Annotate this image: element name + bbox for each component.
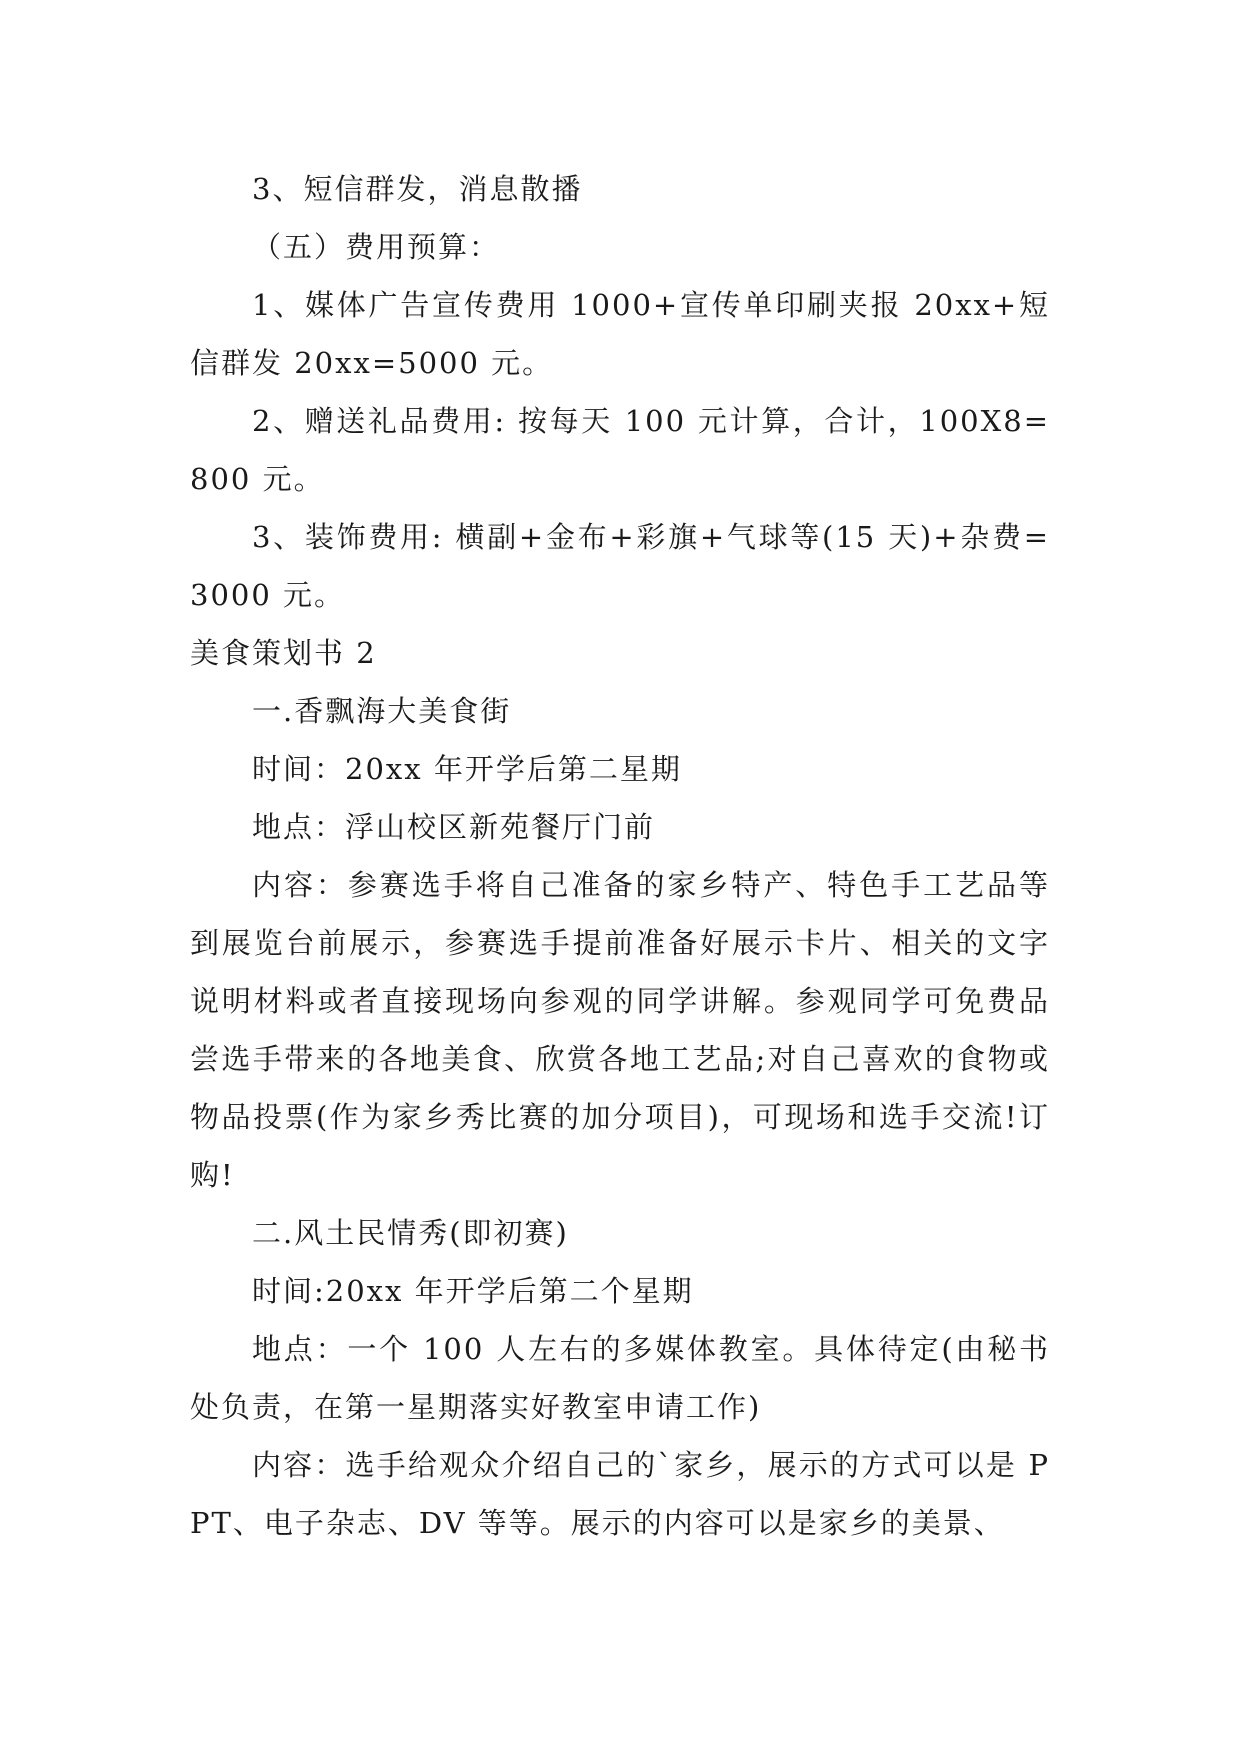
paragraph-folk-show-heading: 二.风土民情秀(即初赛) <box>252 1216 569 1250</box>
paragraph-folk-show-content: 内容：选手给观众介绍自己的`家乡，展示的方式可以是 PPT、电子杂志、DV 等等。展示的内容可以是家乡的美景、 <box>190 1448 1050 1540</box>
paragraph-gift-cost: 2、赠送礼品费用: 按每天 100 元计算，合计，100X8=800 元。 <box>190 404 1050 496</box>
paragraph-media-cost: 1、媒体广告宣传费用 1000+宣传单印刷夹报 20xx+短信群发 20xx=5000 元。 <box>190 288 1050 380</box>
section-title: 美食策划书 2 <box>190 636 377 670</box>
paragraph-budget-heading: （五）费用预算： <box>252 230 501 264</box>
paragraph-food-street-heading: 一.香飘海大美食街 <box>252 694 512 728</box>
paragraph-food-street-content: 内容：参赛选手将自己准备的家乡特产、特色手工艺品等到展览台前展示，参赛选手提前准备好展示卡片、相关的文字说明材料或者直接现场向参观的同学讲解。参观同学可免费品尝选手带来的各地美食、欣赏各地工艺品;对自己喜欢的食物或物品投票(作为家乡秀比赛的加分项目)，可现场和选手交流!订购! <box>190 868 1050 1192</box>
paragraph-folk-show-location: 地点：一个 100 人左右的多媒体教室。具体待定(由秘书处负责，在第一星期落实好教室申请工作) <box>190 1332 1050 1424</box>
paragraph-sms-broadcast: 3、短信群发，消息散播 <box>252 172 583 206</box>
paragraph-food-street-time: 时间：20xx 年开学后第二星期 <box>252 752 682 786</box>
paragraph-decoration-cost: 3、装饰费用: 横副+金布+彩旗+气球等(15 天)+杂费=3000 元。 <box>190 520 1050 612</box>
paragraph-food-street-location: 地点：浮山校区新苑餐厅门前 <box>252 810 656 844</box>
document-body <box>190 160 1050 1552</box>
paragraph-folk-show-time: 时间:20xx 年开学后第二个星期 <box>252 1274 694 1308</box>
